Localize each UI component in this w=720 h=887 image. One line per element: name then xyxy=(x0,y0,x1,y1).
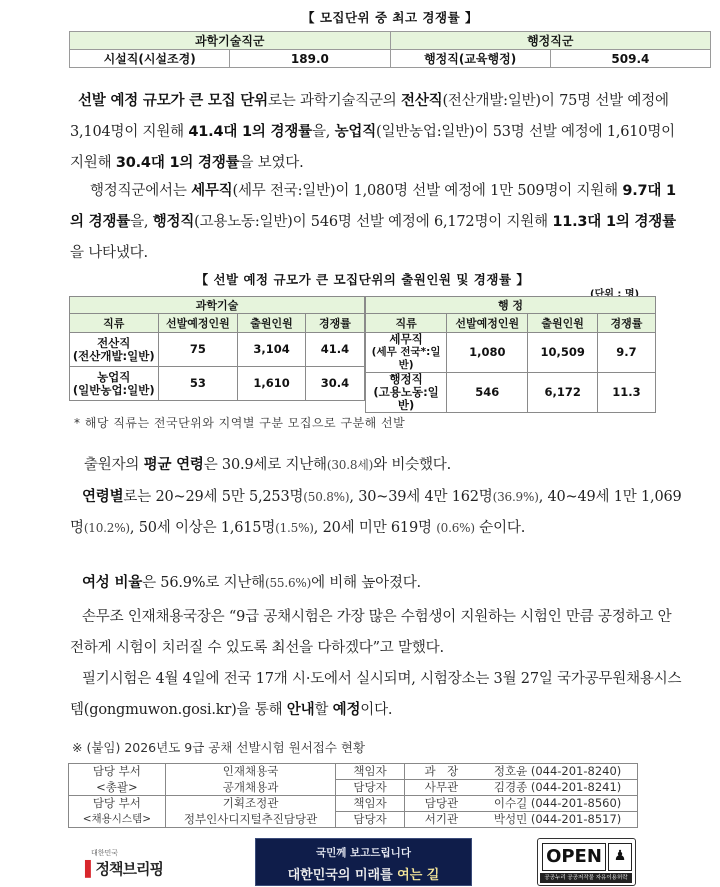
role: 담당자 xyxy=(336,780,404,796)
applicants: 10,509 xyxy=(528,333,598,373)
attachment-title: ※ (붙임) 2026년도 9급 공채 선발시험 원서접수 현황 xyxy=(72,740,366,755)
text: (36.9%) xyxy=(492,490,539,504)
org-name: 공개채용과 xyxy=(165,780,336,796)
detail-table-caption: 【 선발 예정 규모가 큰 모집단위의 출원인원 및 경쟁률 】 xyxy=(195,272,530,287)
job-sub: (전산개발:일반) xyxy=(72,348,155,363)
banner-highlight: 여는 길 xyxy=(397,868,440,883)
contact-table xyxy=(68,763,638,828)
banner-line1: 국민께 보고드립니다 xyxy=(316,847,411,859)
rate: 11.3 xyxy=(597,373,655,413)
col-header: 경쟁률 xyxy=(305,314,364,333)
paragraph-admin-units xyxy=(70,176,685,269)
header-science: 과학기술직군 xyxy=(70,32,391,50)
text: (전산개발:일반)이 75명 선발 예정에 3,104명이 지원해 xyxy=(70,93,669,140)
text: 필기시험은 4월 4일에 전국 17개 시·도에서 실시되며, 시험장소는 3월 27일 국가공무원채용시스템(gongmuwon.gosi.kr)을 통해 xyxy=(70,671,682,718)
text: 순이다. xyxy=(474,520,526,536)
bold-text: 안내 xyxy=(286,702,315,718)
job-name: 세무직 xyxy=(389,332,423,346)
text: 을 나타냈다. xyxy=(70,245,148,261)
col-header: 선발예정인원 xyxy=(447,314,528,333)
text: (고용노동:일반)이 546명 선발 예정에 6,172명이 지원해 xyxy=(194,214,553,230)
text: 은 30.9세로 지난해 xyxy=(203,457,327,473)
text: 이다. xyxy=(360,702,393,718)
bold-text: 전산직 xyxy=(401,93,443,109)
text: 행정직군에서는 xyxy=(90,183,192,199)
paragraph-average-age xyxy=(70,450,685,481)
open-sub-label: 공공누리 공공저작물 자유이용허락 xyxy=(540,873,632,883)
text: (1.5%) xyxy=(275,521,314,535)
bold-text: 선발 예정 규모가 큰 모집 단위 xyxy=(78,93,268,109)
logo-main-text xyxy=(85,858,175,879)
title: 사무관 xyxy=(404,780,478,796)
text: 와 비슷했다. xyxy=(373,457,452,473)
text: 할 xyxy=(314,702,333,718)
admin-detail-table xyxy=(365,296,656,413)
text: (30.8세) xyxy=(326,458,374,472)
text: , 50세 이상은 1,615명 xyxy=(129,520,276,536)
banner-text: 미래를 xyxy=(354,868,398,883)
applicants: 1,610 xyxy=(238,367,306,401)
planned: 546 xyxy=(447,373,528,413)
title: 과 장 xyxy=(404,764,478,780)
bold-text: 41.4대 1의 경쟁률 xyxy=(188,124,312,140)
group-title-admin: 행 정 xyxy=(366,297,656,314)
dept-tag: <총괄> xyxy=(69,780,166,796)
text: 로는 과학기술직군의 xyxy=(267,93,402,109)
col-header: 선발예정인원 xyxy=(158,314,238,333)
bold-text: 예정 xyxy=(332,702,361,718)
table-row xyxy=(366,373,656,413)
text: 을, xyxy=(311,124,335,140)
rate-admin: 509.4 xyxy=(550,50,710,68)
dept-tag: <채용시스템> xyxy=(69,812,166,828)
contact: 박성민 (044-201-8517) xyxy=(478,812,637,828)
contact: 이수길 (044-201-8560) xyxy=(478,796,637,812)
dept-label: 담당 부서 xyxy=(69,764,166,780)
applicants: 3,104 xyxy=(238,333,306,367)
top-competition-table xyxy=(69,31,711,68)
job-name: 전산직 xyxy=(97,335,131,350)
bold-text: 여성 비율 xyxy=(82,575,143,591)
col-header: 경쟁률 xyxy=(597,314,655,333)
org-name: 기획조정관 xyxy=(165,796,336,812)
role: 책임자 xyxy=(336,764,404,780)
text: (50.8%) xyxy=(303,490,350,504)
table-row xyxy=(70,333,365,367)
table-row xyxy=(70,367,365,401)
paragraph-female-ratio xyxy=(70,568,685,599)
role: 담당자 xyxy=(336,812,404,828)
col-header: 출원인원 xyxy=(238,314,306,333)
table-row xyxy=(366,333,656,373)
kogl-open-badge[interactable] xyxy=(537,838,636,886)
top-table-caption: 【 모집단위 중 최고 경쟁률 】 xyxy=(301,10,478,25)
text: (55.6%) xyxy=(265,576,312,590)
header-admin: 행정직군 xyxy=(390,32,711,50)
bold-text: 세무직 xyxy=(191,183,233,199)
text: , 20세 미만 619명 xyxy=(313,520,437,536)
planned: 1,080 xyxy=(447,333,528,373)
planned: 53 xyxy=(158,367,238,401)
bold-text: 9.7대 1의 경쟁률 xyxy=(70,183,676,230)
bold-text: 농업직 xyxy=(334,124,377,140)
job-sub: (고용노동:일반) xyxy=(373,385,439,412)
org-name: 인재채용국 xyxy=(165,764,336,780)
banner-line2 xyxy=(256,864,471,883)
logo-accent-icon: ▌ xyxy=(85,860,96,878)
policy-briefing-logo[interactable] xyxy=(85,848,175,878)
org-name: 정부인사디지털추진담당관 xyxy=(165,812,336,828)
text: , 40~49세 1만 1,069명 xyxy=(70,489,682,536)
unit-admin: 행정직(교육행정) xyxy=(390,50,550,68)
job-name: 행정직 xyxy=(389,372,423,386)
dept-label: 담당 부서 xyxy=(69,796,166,812)
unit-science: 시설직(시설조경) xyxy=(70,50,230,68)
title: 담당관 xyxy=(404,796,478,812)
rate-science: 189.0 xyxy=(230,50,390,68)
person-icon: ♟ xyxy=(608,843,632,871)
text: , 30~39세 4만 162명 xyxy=(349,489,493,505)
rate: 9.7 xyxy=(597,333,655,373)
footnote: * 해당 직류는 전국단위와 지역별 구분 모집으로 구분해 선발 xyxy=(74,416,406,430)
bold-text: 11.3대 1의 경쟁률 xyxy=(552,214,676,230)
text: (10.2%) xyxy=(83,521,130,535)
contact: 김경종 (044-201-8241) xyxy=(478,780,637,796)
logo-small-text: 대한민국 xyxy=(91,849,119,857)
col-header: 직류 xyxy=(366,314,447,333)
unit-label: (단위 : 명) xyxy=(590,289,640,300)
open-label: OPEN xyxy=(542,843,606,871)
text: 로는 20~29세 5만 5,253명 xyxy=(123,489,304,505)
text: 에 비해 높아졌다. xyxy=(311,575,421,591)
col-header: 출원인원 xyxy=(528,314,598,333)
job-name: 농업직 xyxy=(97,369,131,384)
contact: 정호윤 (044-201-8240) xyxy=(478,764,637,780)
banner-text: 대한민국의 xyxy=(287,868,355,883)
job-sub: (세무 전국*:일반) xyxy=(371,346,441,371)
group-title-science: 과학기술 xyxy=(70,297,365,314)
paragraph-director-quote xyxy=(70,602,685,664)
col-header: 직류 xyxy=(70,314,159,333)
logo-text: 정책브리핑 xyxy=(95,860,163,878)
paragraph-large-units xyxy=(70,86,685,179)
bold-text: 평균 연령 xyxy=(143,457,204,473)
text: 출원자의 xyxy=(84,457,144,473)
title: 서기관 xyxy=(404,812,478,828)
planned: 75 xyxy=(158,333,238,367)
text: 은 56.9%로 지난해 xyxy=(142,575,265,591)
paragraph-age-breakdown xyxy=(70,482,685,544)
text: 을, xyxy=(130,214,153,230)
paragraph-exam-schedule xyxy=(70,664,685,726)
science-detail-table xyxy=(69,296,365,401)
text: (일반농업:일반)이 53명 선발 예정에 1,610명이 지원해 xyxy=(70,124,675,171)
report-banner[interactable] xyxy=(255,838,472,886)
bold-text: 연령별 xyxy=(82,489,124,505)
bold-text: 행정직 xyxy=(152,214,195,230)
role: 책임자 xyxy=(336,796,404,812)
bold-text: 30.4대 1의 경쟁률 xyxy=(115,155,240,171)
rate: 41.4 xyxy=(305,333,364,367)
text: (0.6%) xyxy=(436,521,475,535)
text: 을 보였다. xyxy=(239,155,304,171)
job-sub: (일반농업:일반) xyxy=(72,382,155,397)
text: 손무조 인재채용국장은 “9급 공채시험은 가장 많은 수험생이 지원하는 시험인 만큼 공정하고 안전하게 시험이 치러질 수 있도록 최선을 다하겠다”고 말했다. xyxy=(70,609,672,656)
text: (세무 전국:일반)이 1,080명 선발 예정에 1만 509명이 지원해 xyxy=(232,183,623,199)
rate: 30.4 xyxy=(305,367,364,401)
applicants: 6,172 xyxy=(528,373,598,413)
